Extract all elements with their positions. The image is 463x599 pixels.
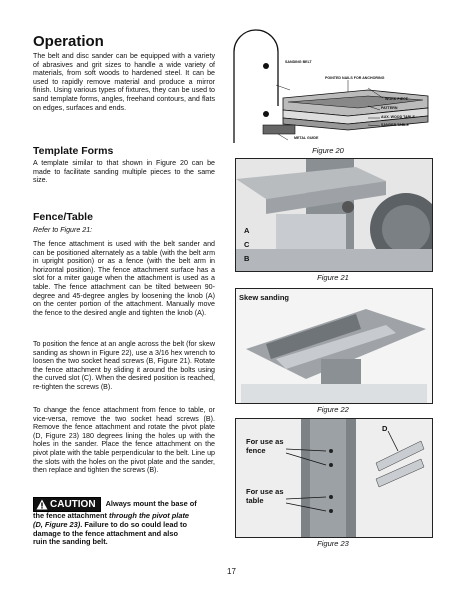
label-b: B bbox=[244, 254, 250, 263]
operation-heading: Operation bbox=[33, 33, 104, 50]
skew-sanding-photo bbox=[236, 289, 432, 403]
caution-notice: CAUTION Always mount the base of the fence attachment through the pivot plate (D, Figure 23). Failure to do so could lead to damage to the fence attachment and also ruin the sanding belt. bbox=[33, 499, 197, 547]
figure-23-caption: Figure 23 bbox=[317, 539, 349, 548]
label-work-piece: WORK PIECE bbox=[385, 97, 409, 101]
label-sander-table: SANDER TABLE bbox=[381, 123, 409, 127]
template-forms-paragraph: A template similar to that shown in Figure 20 can be made to facilitate sanding multiple pieces to the same size. bbox=[33, 159, 215, 185]
label-a: A bbox=[244, 226, 250, 235]
figure-20-caption: Figure 20 bbox=[312, 146, 344, 155]
fence-table-heading: Fence/Table bbox=[33, 211, 93, 223]
skew-sanding-label: Skew sanding bbox=[239, 293, 290, 302]
figure-22-caption: Figure 22 bbox=[317, 405, 349, 414]
fence-paragraph-3: To change the fence attachment from fence to table, or vice-versa, remove the two socket head screws (B). Remove the fence attachment and rotate the pivot plate (D, Figure 23) 180 degrees lining the holes up with the holes in the sander. Place the fence attachment on the pivot plate with the table perpendicular to the belt. Line up the slots with the holes on the pivot plate and the sander, then replace and tighten the screws (B). bbox=[33, 406, 215, 475]
operation-paragraph: The belt and disc sander can be equipped with a variety of abrasives and grit sizes to handle a wide variety of materials, from soft woods to hardened steel. It can be used to rapidly remove material and produce a mirror finish. Using various types of fixtures, they can be used to sand template forms, angles, freehand contours, and flats on edges, surfaces and ends. bbox=[33, 52, 215, 112]
label-d: D bbox=[382, 424, 388, 433]
label-c: C bbox=[244, 240, 250, 249]
label-metal-guide: METAL GUIDE bbox=[294, 136, 319, 140]
figure-22-photo bbox=[235, 288, 433, 404]
caution-badge: CAUTION bbox=[33, 497, 101, 512]
sander-fence-photo bbox=[236, 159, 432, 271]
for-use-as-table-label: For use as table bbox=[246, 487, 284, 505]
refer-note: Refer to Figure 21: bbox=[33, 226, 93, 234]
template-forms-heading: Template Forms bbox=[33, 145, 114, 157]
for-use-as-fence-label: For use as fence bbox=[246, 437, 284, 455]
label-pattern: PATTERN bbox=[381, 106, 398, 110]
figure-21-caption: Figure 21 bbox=[317, 273, 349, 282]
figure-20-diagram bbox=[228, 28, 430, 146]
figure-23-photo bbox=[235, 418, 433, 538]
fence-paragraph-2: To position the fence at an angle across the belt (for skew sanding as shown in Figure 22), use a 3/16 hex wrench to loosen the two socket head screws (B, Figure 21). Rotate the fence attachment by sliding it around the bolts using the curved slot (C). When the desired position is reached, re-tighten the screws (B). bbox=[33, 340, 215, 391]
label-aux-table: AUX. WOOD TABLE bbox=[381, 115, 415, 119]
warning-icon bbox=[36, 499, 48, 510]
label-pointed-nails: POINTED NAILS FOR ANCHORING bbox=[325, 76, 385, 80]
fence-paragraph-1: The fence attachment is used with the belt sander and can be positioned alternately as a table (with the belt arm in upright position) or as a fence (with the belt arm in horizontal position). The fence attachment surface has a slot for a miter gauge when the attachment is used as a table. The fence attachment can be tilted between 90-degree and 45-degree angles by loosening the knob (A) on the center portion of the attachment. Manually move the fence to the desired angle and tighten the knob (A). bbox=[33, 240, 215, 317]
figure-21-photo bbox=[235, 158, 433, 272]
label-sanding-belt: SANDING BELT bbox=[285, 60, 312, 64]
page-number: 17 bbox=[227, 567, 236, 576]
